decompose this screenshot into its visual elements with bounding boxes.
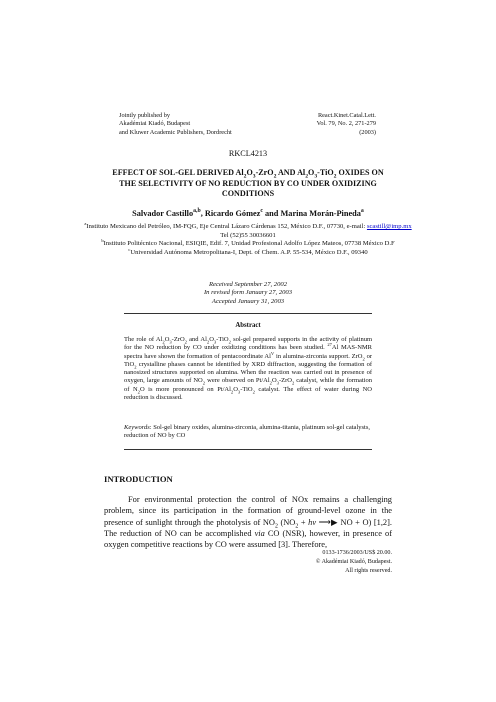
revised-date: In revised form January 27, 2003 — [203, 289, 293, 297]
journal-line: React.Kinet.Catal.Lett. — [317, 112, 376, 119]
publisher-line: Jointly published by — [119, 112, 171, 119]
abstract-heading: Abstract — [235, 322, 261, 329]
paper-code: RKCL4213 — [228, 149, 268, 158]
journal-line: Vol. 79, No. 2, 271-279 — [316, 120, 376, 128]
issn-line: 0133-1736/2003/US$ 20.00. — [322, 550, 392, 556]
introduction-paragraph: For environmental protection the control of NOx remains a challenging problem, since its participation in the formation of ground-level ozone in the presence of sunlight through the photolysis of $NO_2$ ($NO_2$ + hv ⟶▶ NO + O) [1,2]. The reduction of NO can be accomplished via CO (NSR), however, in presence of oxygen competitive reactions by CO were assumed [3]. Therefore, — [104, 495, 392, 550]
copyright-line: © Akadémiai Kiadó, Budapest. — [315, 558, 392, 565]
accepted-date: Accepted January 31, 2003 — [211, 297, 285, 305]
abstract-top-rule — [124, 313, 372, 314]
reaction-arrow: ⟶▶ — [316, 517, 341, 527]
copyright-block — [316, 549, 392, 575]
abstract-bottom-rule — [124, 449, 372, 450]
publisher-line: and Kluwer Academic Publishers, Dordrecht — [119, 128, 232, 136]
affiliation-b: $^b$Instituto Politécnico Nacional, ESIQIE, Edif. 7, Unidad Profesional Adolfo López Mateos, 07738 México D.F — [101, 238, 395, 248]
email-link[interactable]: scastill@imp.mx — [366, 223, 412, 230]
affiliation-c: $^c$Universidad Autónoma Metropolitana-I, Dept. of Chem. A.P. 55-534, México D.F., 09340 — [128, 246, 368, 256]
author-list: Salvador Castillo$^{a,b}$, Ricardo Gómez$^c$ and Marina Morán-Pineda$^a$ — [132, 208, 364, 218]
publisher-line: Akadémiai Kiadó, Budapest — [119, 120, 191, 128]
received-date: Received September 27, 2002 — [209, 281, 287, 288]
publisher-info — [119, 112, 232, 137]
keywords-text: : Sol-gel binary oxides, alumina-zirconia, alumina-titania, platinum sol-gel catalysts, reduction of NO by CO — [124, 424, 370, 440]
journal-info — [317, 112, 376, 137]
keywords — [124, 424, 372, 441]
journal-line: (2003) — [359, 128, 376, 136]
section-heading-introduction: INTRODUCTION — [104, 474, 173, 484]
affiliation-a: $^a$Instituto Mexicano del Petróleo, IM-FQG, Eje Central Lázaro Cárdenas 152, México D.F., 07730, e-mail: scastill@imp.mx Tel (52)55 30036601 — [84, 220, 412, 239]
submission-dates — [80, 281, 416, 306]
rights-line: All rights reserved. — [345, 567, 392, 574]
keywords-label: Keywords — [124, 424, 150, 431]
abstract-text: The role of $Al_2O_3-ZrO_2$ and $Al_2O_3-TiO_2$ sol-gel prepared supports in the activity of platinum for the NO reduction by CO under oxidizing conditions has been studied. $^{27}$Al MAS-NMR spectra have shown the formation of pentacoordinate $Al^V$ in alumina-zirconia support. ZrO$_2$ or TiO$_2$ crystalline phases cannot be identified by XRD diffraction, suggesting the formation of nanosized structures supported on alumina. When the reaction was carried out in presence of oxygen, large amounts of $NO_2$ were observed on $Pt/Al_2O_3-ZrO_2$ catalyst, while the formation of $N_2O$ is more pronounced on $Pt/Al_2O_3-TiO_2$ catalyst. The effect of water during NO reduction is discussed. — [124, 336, 373, 402]
affiliations — [80, 220, 416, 257]
paper-title: EFFECT OF SOL-GEL DERIVED $Al_2O_3-ZrO_2$ AND $Al_2O_3-TiO_2$ OXIDES ON THE SELECTIVITY OF NO REDUCTION BY CO UNDER OXIDIZING CONDITIONS — [112, 168, 384, 199]
